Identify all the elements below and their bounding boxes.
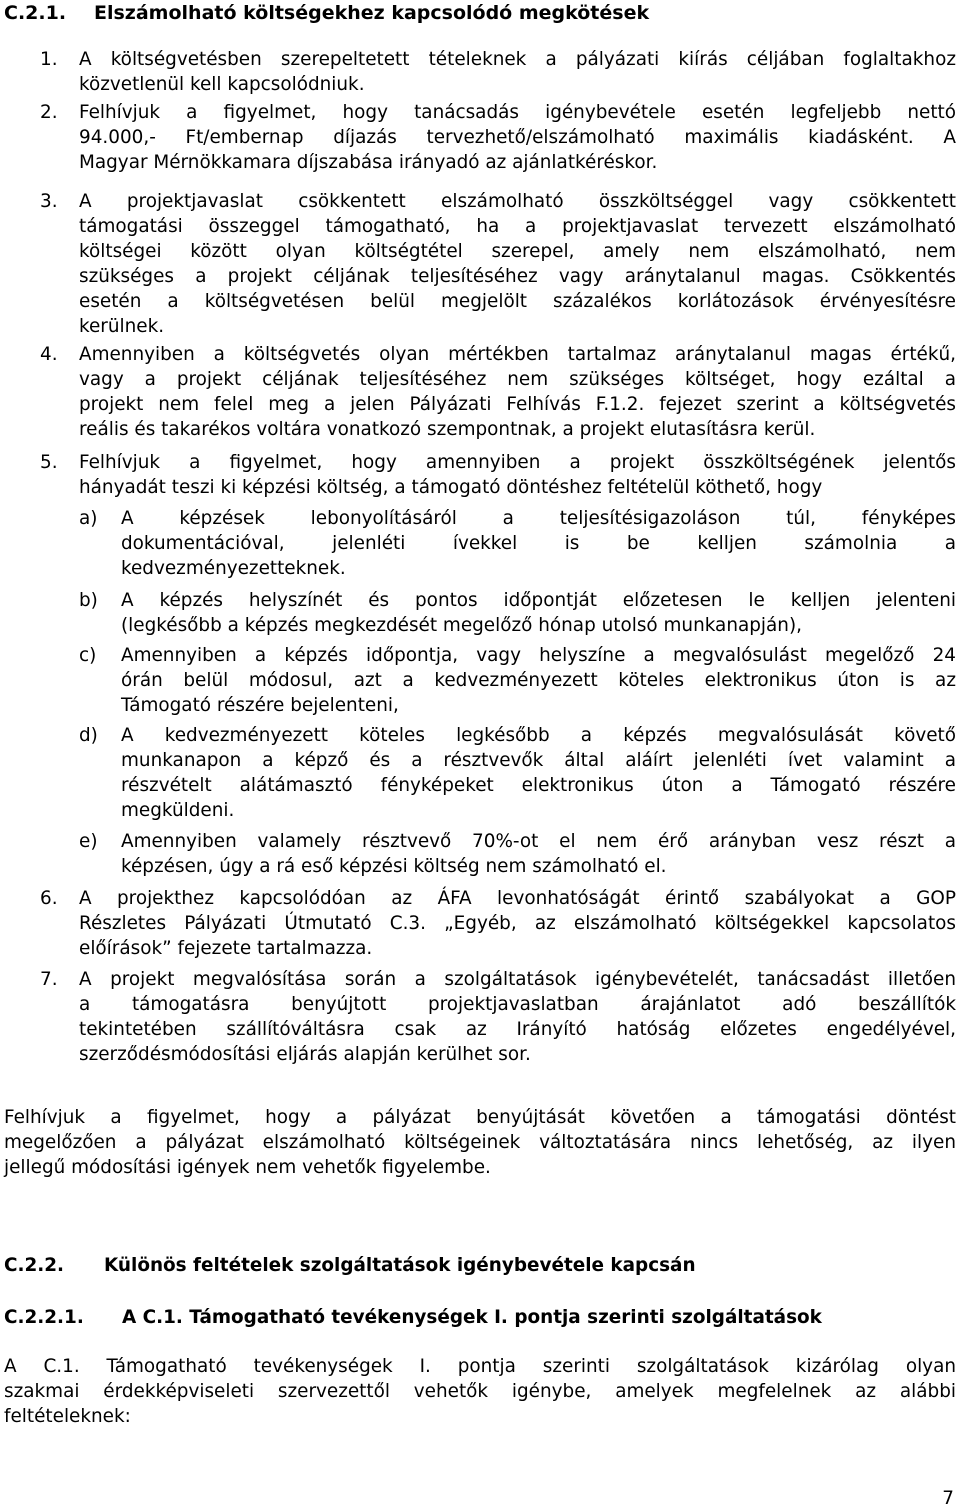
text-line: szerződésmódosítási eljárás alapján kerülhet sor.: [79, 1044, 531, 1065]
sub-item-c-text: [121, 643, 956, 718]
sub-item-c-label: c): [79, 645, 97, 666]
text-line: a támogatásra benyújtott projektjavaslatban árajánlatot adó beszállítók: [79, 994, 956, 1015]
list-item-2-label: 2.: [40, 102, 58, 123]
list-item-5-label: 5.: [40, 452, 58, 473]
text-line: A projekthez kapcsolódóan az ÁFA levonhatóságát érintő szabályokat a GOP: [79, 888, 956, 909]
text-line: előírások” fejezete tartalmazza.: [79, 938, 373, 959]
sub-item-b-text: [121, 588, 956, 638]
text-line: kerülnek.: [79, 316, 165, 337]
sub-item-d-text: [121, 723, 956, 823]
list-item-4-label: 4.: [40, 344, 58, 365]
text-line: órán belül módosul, azt a kedvezményezett köteles elektronikus úton is az: [121, 670, 956, 691]
list-item-7-text: [79, 967, 956, 1067]
text-line: feltételeknek:: [4, 1406, 131, 1427]
text-line: A költségvetésben szerepeltetett tételeknek a pályázati kiírás céljában foglaltakhoz: [79, 49, 956, 70]
text-line: szakmai érdekképviseleti szervezettől vehetők igénybe, amelyek megfelelnek az alábbi: [4, 1381, 956, 1402]
text-line: munkanapon a képző és a résztvevők által aláírt jelenléti ívet valamint a: [121, 750, 956, 771]
text-line: képzésen, úgy a rá eső képzési költség nem számolható el.: [121, 856, 667, 877]
list-item-4-text: [79, 342, 956, 442]
text-line: A projektjavaslat csökkentett elszámolható összköltséggel vagy csökkentett: [79, 191, 956, 212]
sub-item-d-label: d): [79, 725, 98, 746]
notice-paragraph-text: [4, 1105, 956, 1180]
text-line: Felhívjuk a figyelmet, hogy amennyiben a projekt összköltségének jelentős: [79, 452, 956, 473]
text-line: részvételt alátámasztó fényképeket elektronikus úton a Támogató részére: [121, 775, 956, 796]
sub-item-a-label: a): [79, 508, 98, 529]
text-line: esetén a költségvetésen belül megjelölt százalékos korlátozások érvényesítésre: [79, 291, 956, 312]
text-line: vagy a projekt céljának teljesítéséhez nem szükséges költséget, hogy ezáltal a: [79, 369, 956, 390]
text-line: A képzések lebonyolításáról a teljesítésigazoláson túl, fényképes: [121, 508, 956, 529]
text-line: A C.1. Támogatható tevékenységek I. pontja szerinti szolgáltatások kizárólag olyan: [4, 1356, 956, 1377]
list-item-1-label: 1.: [40, 49, 58, 70]
list-item-7-label: 7.: [40, 969, 58, 990]
text-line: megküldeni.: [121, 800, 235, 821]
section-heading: [4, 2, 649, 24]
list-item-5-text: [79, 450, 956, 500]
text-line: Amennyiben a képzés időpontja, vagy helyszíne a megvalósulást megelőző 24: [121, 645, 956, 666]
sub-item-e-label: e): [79, 831, 98, 852]
text-line: szükséges a projekt céljának teljesítéséhez vagy aránytalanul magas. Csökkentés: [79, 266, 956, 287]
text-line: projekt nem felel meg a jelen Pályázati Felhívás F.1.2. fejezet szerint a költségvetés: [79, 394, 956, 415]
list-item-6-text: [79, 886, 956, 961]
subsubsection-title: A C.1. Támogatható tevékenységek I. pontja szerinti szolgáltatások: [122, 1307, 822, 1328]
text-line: Amennyiben a költségvetés olyan mértékben tartalmaz aránytalanul magas értékű,: [79, 344, 956, 365]
text-line: (legkésőbb a képzés megkezdését megelőző hónap utolsó munkanapján),: [121, 615, 802, 636]
text-line: A kedvezményezett köteles legkésőbb a képzés megvalósulását követő: [121, 725, 956, 746]
text-line: A képzés helyszínét és pontos időpontját előzetesen le kelljen jelenteni: [121, 590, 956, 611]
list-item-1-text: [79, 47, 956, 97]
subsection-number: C.2.2.: [4, 1255, 65, 1276]
page-number: 7: [942, 1488, 954, 1509]
list-item-3-text: [79, 189, 956, 339]
text-line: Támogató részére bejelenteni,: [121, 695, 399, 716]
section-title: Elszámolható költségekhez kapcsolódó megkötések: [94, 2, 650, 24]
text-line: dokumentációval, jelenléti ívekkel is be kelljen számolnia a: [121, 533, 956, 554]
section-number: C.2.1.: [4, 2, 67, 24]
subsection-title: Különös feltételek szolgáltatások igénybevétele kapcsán: [104, 1255, 696, 1276]
text-line: Amennyiben valamely résztvevő 70%-ot el nem érő arányban vesz részt a: [121, 831, 956, 852]
list-item-2-text: [79, 100, 956, 175]
sub-item-b-label: b): [79, 590, 98, 611]
text-line: támogatási összeggel támogatható, ha a projektjavaslat tervezett elszámolható: [79, 216, 956, 237]
text-line: reális és takarékos voltára vonatkozó szempontnak, a projekt elutasításra kerül.: [79, 419, 816, 440]
text-line: Részletes Pályázati Útmutató C.3. „Egyéb, az elszámolható költségekkel kapcsolatos: [79, 913, 956, 934]
text-line: tekintetében szállítóváltásra csak az Irányító hatóság előzetes engedélyével,: [79, 1019, 956, 1040]
text-line: 94.000,- Ft/embernap díjazás tervezhető/elszámolható maximális kiadásként. A: [79, 127, 956, 148]
text-line: költségei között olyan költségtétel szerepel, amely nem elszámolható, nem: [79, 241, 956, 262]
text-line: A projekt megvalósítása során a szolgáltatások igénybevételét, tanácsadást illetően: [79, 969, 956, 990]
list-item-3-label: 3.: [40, 191, 58, 212]
text-line: kedvezményezetteknek.: [121, 558, 346, 579]
text-line: hányadát teszi ki képzési költség, a támogató döntéshez feltételül köthető, hogy: [79, 477, 823, 498]
text-line: jellegű módosítási igények nem vehetők figyelembe.: [4, 1157, 491, 1178]
sub-item-a-text: [121, 506, 956, 581]
text-line: közvetlenül kell kapcsolódniuk.: [79, 74, 365, 95]
list-item-6-label: 6.: [40, 888, 58, 909]
text-line: Felhívjuk a figyelmet, hogy tanácsadás igénybevétele esetén legfeljebb nettó: [79, 102, 956, 123]
text-line: Felhívjuk a figyelmet, hogy a pályázat benyújtását követően a támogatási döntést: [4, 1107, 956, 1128]
subsection-heading: [4, 1253, 696, 1278]
subsubsection-number: C.2.2.1.: [4, 1307, 84, 1328]
closing-paragraph-text: [4, 1354, 956, 1429]
subsubsection-heading: [4, 1305, 822, 1330]
text-line: megelőzően a pályázat elszámolható költségeinek változtatására nincs lehetőség, az ilyen: [4, 1132, 956, 1153]
text-line: Magyar Mérnökkamara díjszabása irányadó az ajánlatkéréskor.: [79, 152, 658, 173]
sub-item-e-text: [121, 829, 956, 879]
